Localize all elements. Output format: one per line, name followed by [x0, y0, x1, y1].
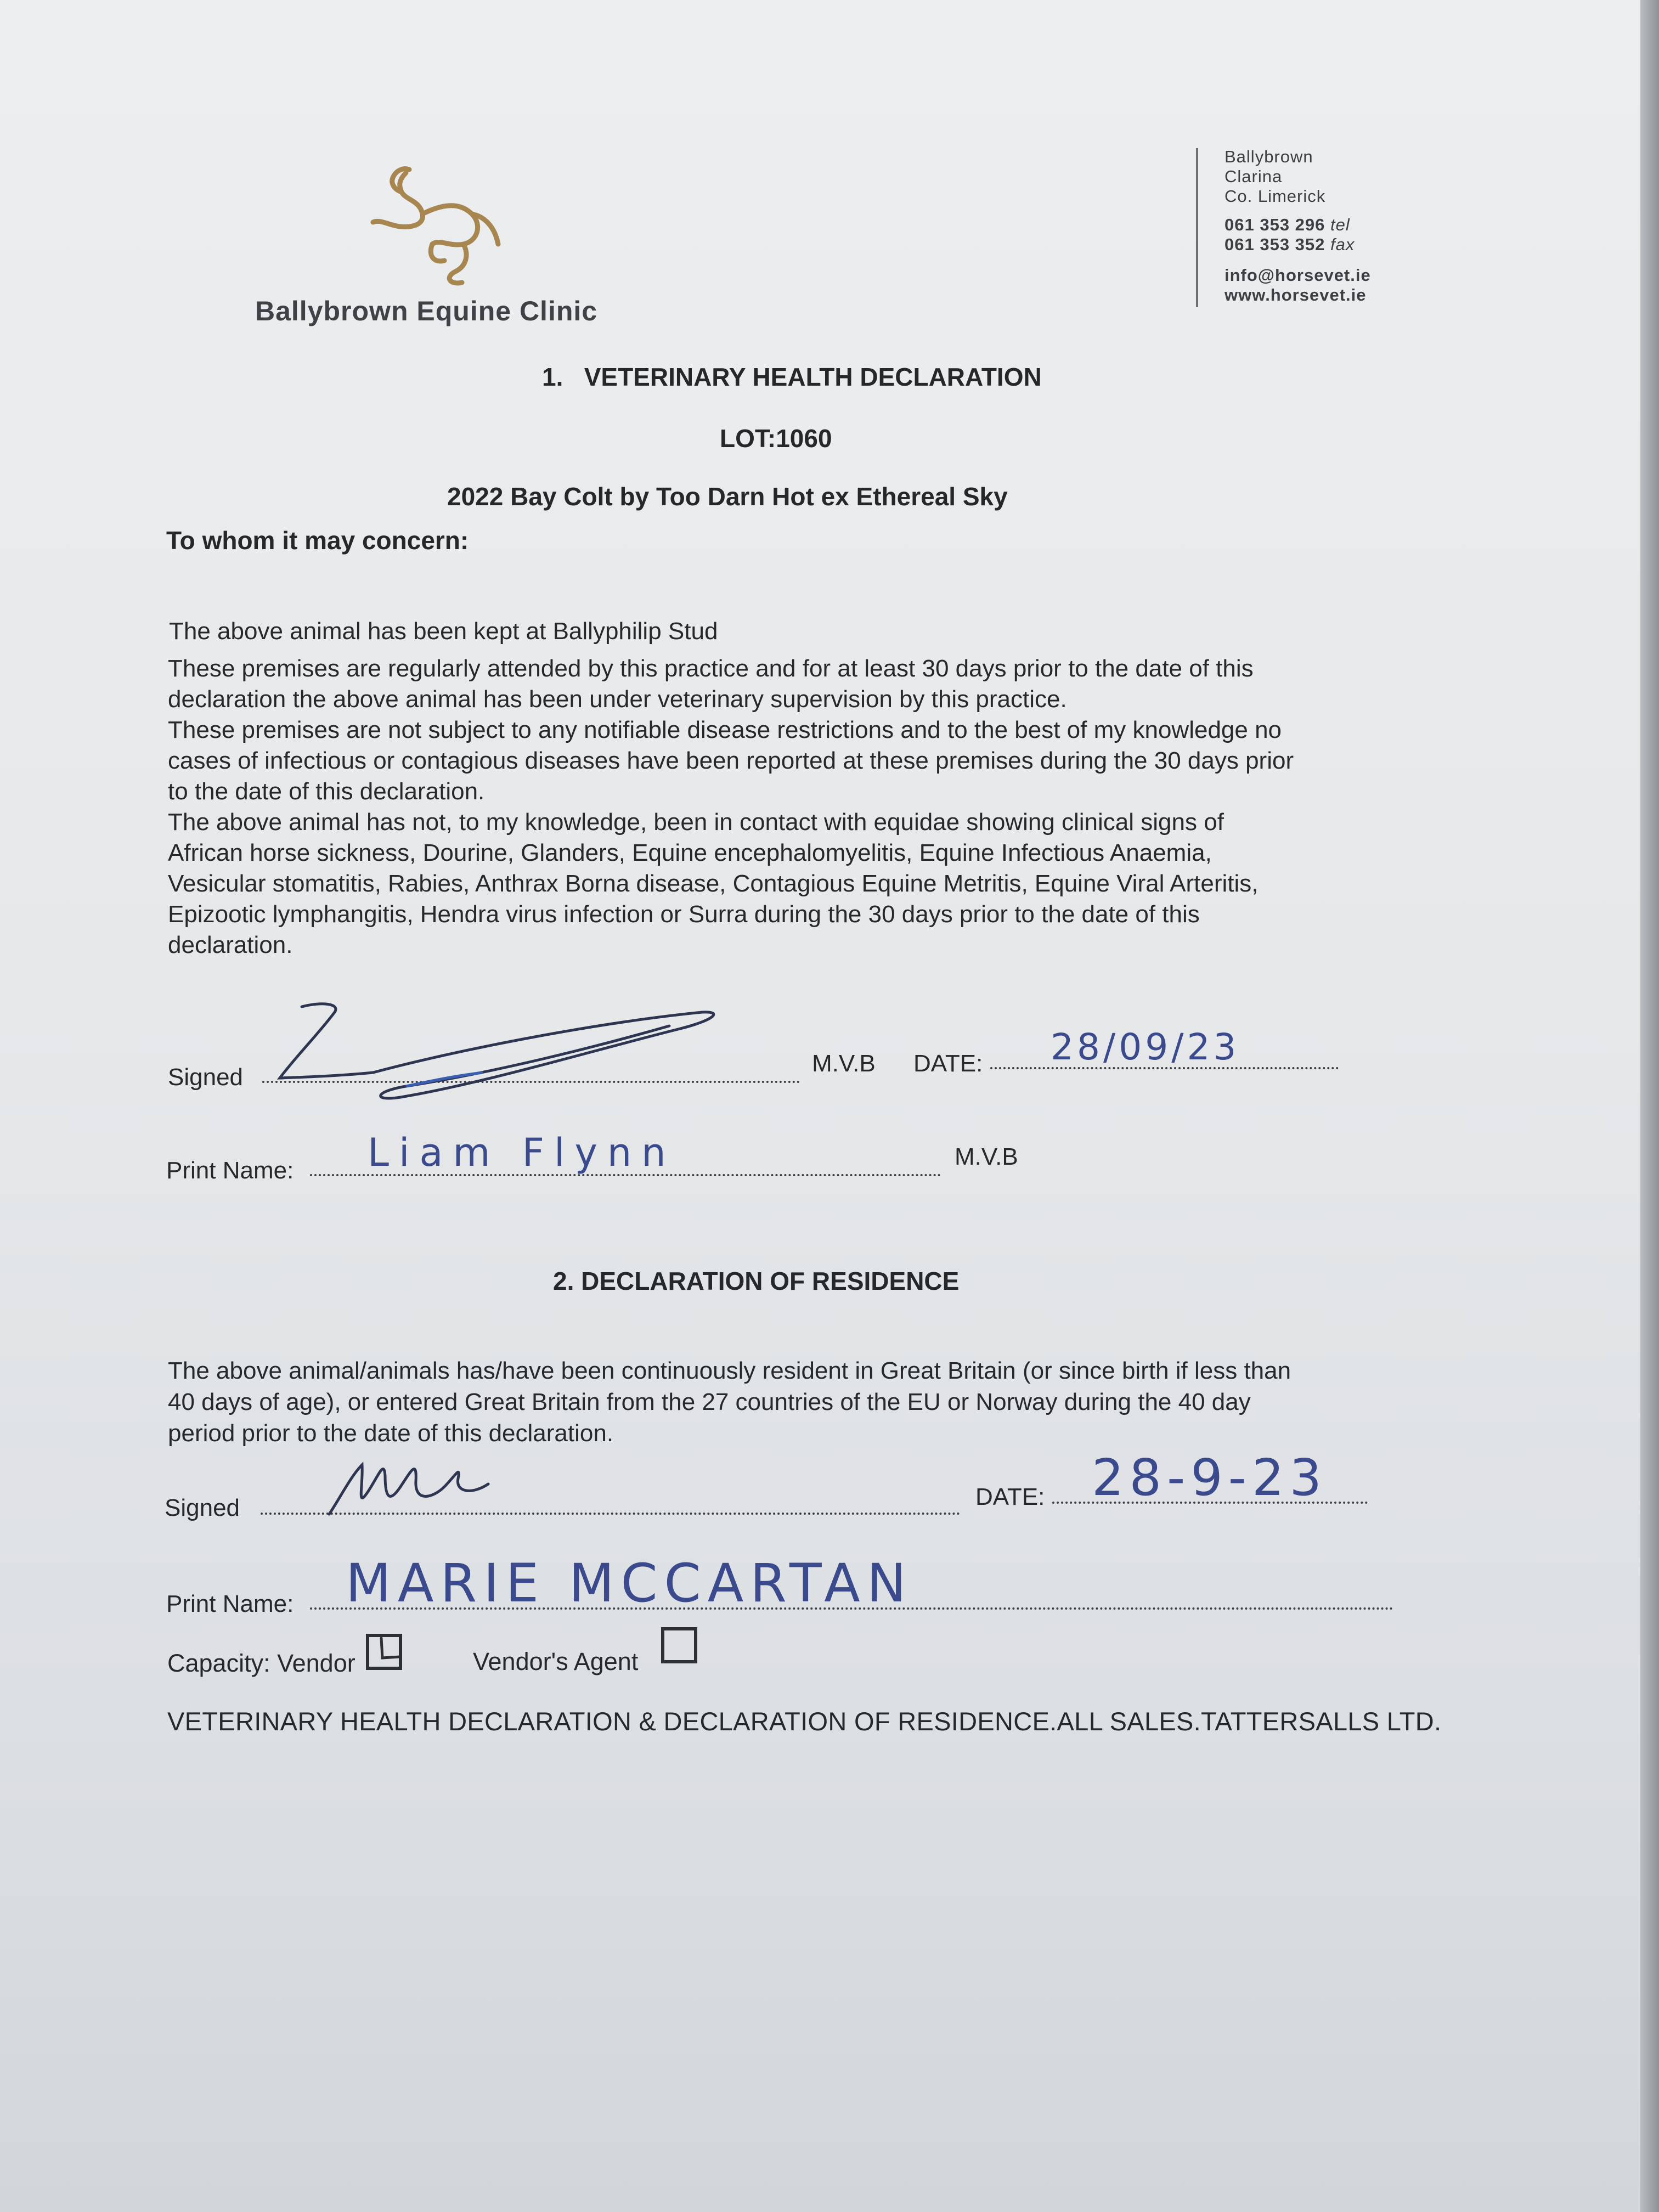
animal-description: 2022 Bay Colt by Too Darn Hot ex Ethereal Sky: [447, 482, 1008, 511]
page-edge: [1640, 0, 1659, 2212]
check-mark-icon: [366, 1634, 402, 1670]
declaration-line: declaration.: [168, 932, 293, 958]
clinic-email[interactable]: info@horsevet.ie: [1224, 266, 1371, 285]
lot-number: LOT:1060: [720, 424, 832, 453]
mvb-label: M.V.B: [812, 1050, 876, 1077]
signed-label: Signed: [168, 1064, 244, 1091]
address-line-1: Ballybrown: [1224, 147, 1313, 166]
agent-checkbox[interactable]: [661, 1627, 697, 1663]
print-name-label: Print Name:: [166, 1157, 294, 1184]
vet-date-value: 28/09/23: [1051, 1026, 1240, 1068]
clinic-phone: 061 353 296 tel: [1224, 215, 1350, 234]
address-line-3: Co. Limerick: [1224, 187, 1326, 206]
vet-print-name-value: Liam Flynn: [368, 1130, 676, 1175]
form-footer: VETERINARY HEALTH DECLARATION & DECLARATION OF RESIDENCE.ALL SALES.TATTERSALLS LTD.: [167, 1707, 1442, 1736]
residence-line: 40 days of age), or entered Great Britain from the 27 countries of the EU or Norway during the 40 day: [168, 1389, 1251, 1415]
kept-at-statement: The above animal has been kept at Ballyphilip Stud: [169, 618, 718, 645]
vendor-date-value: 28-9-23: [1092, 1448, 1328, 1507]
declaration-line: The above animal has not, to my knowledge, been in contact with equidae showing clinical signs of: [168, 809, 1224, 836]
clinic-name: Ballybrown Equine Clinic: [255, 296, 598, 326]
clinic-fax: 061 353 352 fax: [1224, 235, 1355, 254]
section2-heading: 2. DECLARATION OF RESIDENCE: [553, 1267, 960, 1295]
declaration-line: to the date of this declaration.: [168, 778, 485, 805]
vet-signature: [263, 996, 746, 1116]
signed-label: Signed: [165, 1494, 240, 1521]
declaration-line: These premises are not subject to any notifiable disease restrictions and to the best of my knowledge no: [168, 716, 1282, 743]
print-mvb-label: M.V.B: [955, 1143, 1018, 1170]
vendor-print-name-value: MARIE MCCARTAN: [346, 1553, 913, 1614]
horse-logo-icon: [368, 162, 505, 288]
section1-heading: 1. VETERINARY HEALTH DECLARATION: [542, 363, 1042, 391]
agent-label: Vendor's Agent: [473, 1647, 639, 1675]
date-label: DATE:: [913, 1050, 983, 1077]
declaration-line: Vesicular stomatitis, Rabies, Anthrax Borna disease, Contagious Equine Metritis, Equine Viral Arteritis,: [168, 870, 1259, 897]
address-line-2: Clarina: [1224, 167, 1283, 186]
residence-line: The above animal/animals has/have been continuously resident in Great Britain (or since birth if less than: [168, 1357, 1291, 1384]
declaration-line: These premises are regularly attended by this practice and for at least 30 days prior to the date of this: [168, 655, 1254, 682]
clinic-website[interactable]: www.horsevet.ie: [1224, 285, 1367, 304]
print-name-label: Print Name:: [166, 1590, 294, 1617]
declaration-line: African horse sickness, Dourine, Glanders, Equine encephalomyelitis, Equine Infectious Anaemia,: [168, 839, 1212, 866]
date-label: DATE:: [975, 1483, 1045, 1510]
vendor-signature: [324, 1454, 505, 1525]
declaration-line: cases of infectious or contagious diseases have been reported at these premises during the 30 days prior: [168, 747, 1294, 774]
vendor-checkbox[interactable]: [366, 1634, 402, 1670]
declaration-line: Epizootic lymphangitis, Hendra virus infection or Surra during the 30 days prior to the date of this: [168, 901, 1200, 928]
declaration-line: declaration the above animal has been under veterinary supervision by this practice.: [168, 686, 1067, 713]
residence-line: period prior to the date of this declaration.: [168, 1420, 614, 1447]
salutation: To whom it may concern:: [166, 526, 469, 555]
address-divider: [1196, 148, 1198, 307]
capacity-label: Capacity: Vendor: [167, 1649, 356, 1677]
